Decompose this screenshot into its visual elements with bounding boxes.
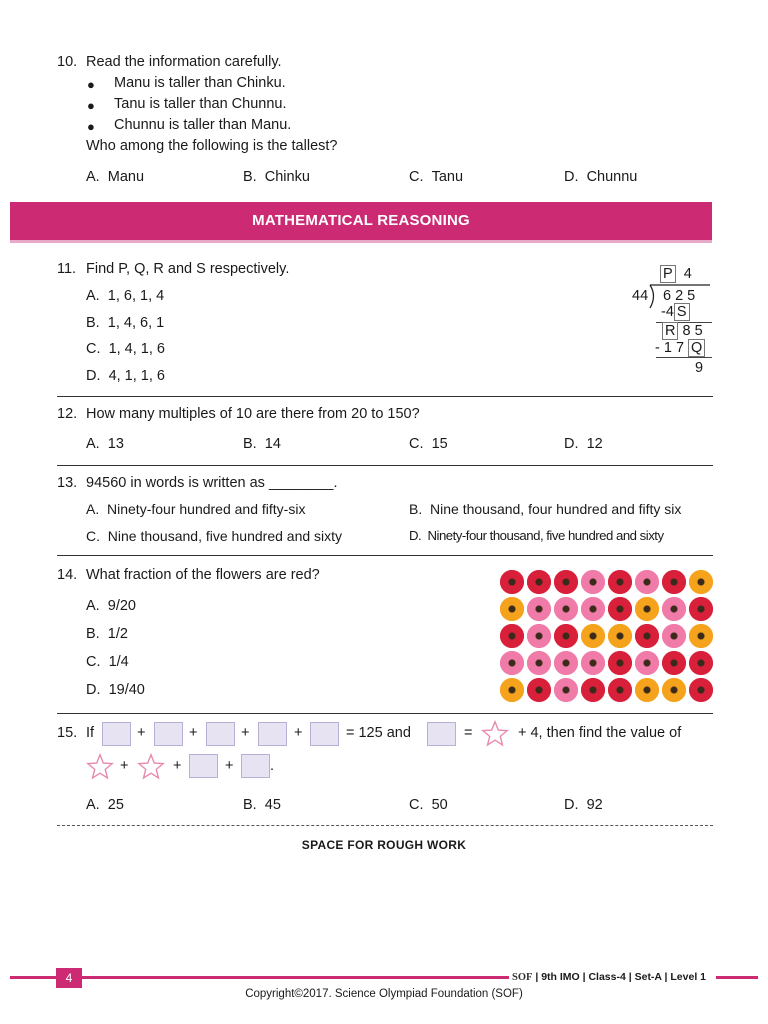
q10-fact: Tanu is taller than Chunnu. xyxy=(114,96,287,112)
option-text: 4, 1, 1, 6 xyxy=(108,368,165,384)
q15-option-a[interactable] xyxy=(86,797,124,813)
plus-sign: + xyxy=(294,725,303,741)
flower-red xyxy=(608,570,632,594)
flower-orange xyxy=(608,624,632,648)
q12-option-c[interactable] xyxy=(409,436,448,452)
flower-orange xyxy=(581,624,605,648)
quotient-digit: 4 xyxy=(683,266,692,282)
remainder-1 xyxy=(662,323,703,339)
option-letter: C. xyxy=(86,654,101,670)
flower-pink xyxy=(527,651,551,675)
q11-option-b[interactable] xyxy=(86,315,164,331)
option-letter: A. xyxy=(86,169,100,185)
option-letter: C. xyxy=(409,169,424,185)
option-text: 1/4 xyxy=(108,654,129,670)
divider xyxy=(57,465,713,466)
flower-red xyxy=(527,570,551,594)
option-text: Ninety-four hundred and fifty-six xyxy=(107,501,306,517)
q10-prompt: Read the information carefully. xyxy=(86,54,282,70)
section-banner xyxy=(10,202,712,243)
q13-prompt: 94560 in words is written as ________. xyxy=(86,475,338,491)
final-remainder: 9 xyxy=(695,360,704,376)
q10-fact: Manu is taller than Chinku. xyxy=(114,75,286,91)
flower-pink xyxy=(527,597,551,621)
q15-option-b[interactable] xyxy=(243,797,281,813)
blank-box xyxy=(189,754,218,778)
remainder-1-digits: 8 5 xyxy=(682,323,703,339)
q15-if-word: If xyxy=(86,725,95,741)
q14-option-a[interactable] xyxy=(86,598,136,614)
exam-details: | 9th IMO | Class-4 | Set-A | Level 1 xyxy=(535,971,707,983)
option-letter: B. xyxy=(86,315,100,331)
option-letter: A. xyxy=(86,288,100,304)
bullet-icon: ● xyxy=(87,119,95,134)
q12-option-b[interactable] xyxy=(243,436,281,452)
subtrahend-1 xyxy=(661,304,690,320)
footer-line-right xyxy=(716,976,758,979)
option-letter: D. xyxy=(564,169,579,185)
section-title: MATHEMATICAL REASONING xyxy=(252,212,470,229)
q12-option-a[interactable] xyxy=(86,436,124,452)
flower-red xyxy=(608,678,632,702)
flower-red xyxy=(554,570,578,594)
option-text: 1/2 xyxy=(107,626,128,642)
plus-sign: + xyxy=(241,725,250,741)
q10-fact: Chunnu is taller than Manu. xyxy=(114,117,292,133)
option-text: Nine thousand, five hundred and sixty xyxy=(107,528,343,544)
flower-red xyxy=(689,651,713,675)
q13-option-c[interactable] xyxy=(86,528,342,544)
flower-red xyxy=(662,651,686,675)
option-text: 1, 4, 6, 1 xyxy=(107,315,165,331)
option-text: Manu xyxy=(107,169,145,185)
flower-pink xyxy=(500,651,524,675)
q13-option-d[interactable] xyxy=(409,528,664,543)
q11-number: 11. xyxy=(57,261,77,277)
divider xyxy=(57,555,713,556)
flower-pink xyxy=(662,624,686,648)
flower-red xyxy=(581,678,605,702)
blank-box xyxy=(206,722,235,746)
option-letter: D. xyxy=(409,528,422,543)
option-letter: D. xyxy=(564,797,579,813)
flower-orange xyxy=(662,678,686,702)
flower-red xyxy=(635,624,659,648)
option-letter: D. xyxy=(86,682,101,698)
option-letter: B. xyxy=(243,797,257,813)
q11-prompt: Find P, Q, R and S respectively. xyxy=(86,261,290,277)
plus-sign: + xyxy=(120,758,129,774)
subtrahend-2 xyxy=(655,340,705,356)
footer-line-left xyxy=(10,976,56,979)
flower-pink xyxy=(635,570,659,594)
flower-red xyxy=(500,570,524,594)
flower-pink xyxy=(554,678,578,702)
q15-option-d[interactable] xyxy=(564,797,603,813)
division-rule xyxy=(656,357,712,358)
flower-orange xyxy=(689,570,713,594)
option-text: 1, 4, 1, 6 xyxy=(108,341,165,357)
flower-red xyxy=(608,597,632,621)
q10-option-a[interactable] xyxy=(86,169,144,185)
q10-option-c[interactable] xyxy=(409,169,463,185)
option-letter: A. xyxy=(86,797,100,813)
q13-option-a[interactable] xyxy=(86,501,305,517)
flower-orange xyxy=(689,624,713,648)
q14-option-d[interactable] xyxy=(86,682,145,698)
option-text: 9/20 xyxy=(107,598,136,614)
flower-orange xyxy=(500,678,524,702)
option-letter: C. xyxy=(86,341,101,357)
star-icon xyxy=(481,720,509,748)
option-text: 45 xyxy=(264,797,281,813)
flower-orange xyxy=(500,597,524,621)
option-letter: C. xyxy=(86,528,100,544)
flower-pink xyxy=(581,651,605,675)
divider xyxy=(57,713,713,714)
blank-box xyxy=(154,722,183,746)
flower-red xyxy=(662,570,686,594)
flower-red xyxy=(608,651,632,675)
option-letter: D. xyxy=(86,368,101,384)
q13-number: 13. xyxy=(57,475,78,491)
plus-4-tail-text: + 4, then find the value of xyxy=(518,725,682,741)
flower-pink xyxy=(554,651,578,675)
q15-number: 15. xyxy=(57,725,78,741)
q10-number: 10. xyxy=(57,54,78,70)
q14-option-b[interactable] xyxy=(86,626,128,642)
option-text: 19/40 xyxy=(108,682,145,698)
flower-pink xyxy=(662,597,686,621)
copyright: Copyright©2017. Science Olympiad Foundation (SOF) xyxy=(245,988,523,1000)
option-text: Chunnu xyxy=(586,169,638,185)
flower-pink xyxy=(527,624,551,648)
flower-pink xyxy=(581,597,605,621)
option-text: Chinku xyxy=(264,169,310,185)
plus-sign: + xyxy=(173,758,182,774)
footer-details xyxy=(512,971,706,983)
option-letter: A. xyxy=(86,436,100,452)
q10-question: Who among the following is the tallest? xyxy=(86,138,338,154)
q10-option-b[interactable] xyxy=(243,169,310,185)
blank-box xyxy=(310,722,339,746)
flower-red xyxy=(554,624,578,648)
equals-sign: = xyxy=(464,725,473,741)
option-letter: B. xyxy=(243,436,257,452)
option-letter: C. xyxy=(409,436,424,452)
option-text: 14 xyxy=(264,436,281,452)
option-text: Ninety-four thousand, five hundred and sixty xyxy=(427,528,664,543)
q12-option-d[interactable] xyxy=(564,436,603,452)
option-text: 15 xyxy=(431,436,448,452)
subtrahend-2-prefix: - 1 7 xyxy=(655,340,685,356)
box-r: R xyxy=(662,322,678,340)
q13-option-b[interactable] xyxy=(409,501,681,517)
subtrahend-1-prefix: -4 xyxy=(661,304,674,320)
flower-red xyxy=(527,678,551,702)
star-icon xyxy=(86,753,114,781)
quotient-box-p: P xyxy=(660,265,676,283)
blank-box xyxy=(427,722,456,746)
flower-orange xyxy=(635,678,659,702)
option-text: 13 xyxy=(107,436,124,452)
quotient xyxy=(660,266,692,282)
option-text: 50 xyxy=(431,797,448,813)
q11-option-d[interactable] xyxy=(86,368,165,384)
q12-prompt: How many multiples of 10 are there from 20 to 150? xyxy=(86,406,420,422)
flower-pink xyxy=(581,570,605,594)
option-letter: B. xyxy=(243,169,257,185)
flower-red xyxy=(500,624,524,648)
q10-option-d[interactable] xyxy=(564,169,637,185)
blank-box xyxy=(102,722,131,746)
plus-sign: + xyxy=(137,725,146,741)
option-letter: D. xyxy=(564,436,579,452)
equals-125-text: = 125 and xyxy=(346,725,411,741)
page-number: 4 xyxy=(56,968,82,988)
star-icon xyxy=(137,753,165,781)
divisor: 44 xyxy=(632,288,649,304)
option-letter: B. xyxy=(86,626,100,642)
flower-red xyxy=(689,597,713,621)
q11-option-c[interactable] xyxy=(86,341,165,357)
q14-number: 14. xyxy=(57,567,78,583)
q14-prompt: What fraction of the flowers are red? xyxy=(86,567,320,583)
dividend: 6 2 5 xyxy=(663,288,696,304)
option-text: 92 xyxy=(586,797,603,813)
option-letter: C. xyxy=(409,797,424,813)
option-letter: A. xyxy=(86,501,100,517)
bullet-icon: ● xyxy=(87,77,95,92)
bullet-icon: ● xyxy=(87,98,95,113)
q15-option-c[interactable] xyxy=(409,797,448,813)
blank-box xyxy=(241,754,270,778)
option-text: 25 xyxy=(107,797,124,813)
sof-logo: SOF xyxy=(512,972,533,983)
divider xyxy=(57,396,713,397)
option-text: 12 xyxy=(586,436,603,452)
box-s: S xyxy=(674,303,690,321)
period: . xyxy=(270,758,275,774)
box-q: Q xyxy=(688,339,705,357)
q14-option-c[interactable] xyxy=(86,654,129,670)
blank-box xyxy=(258,722,287,746)
option-text: Nine thousand, four hundred and fifty six xyxy=(430,501,682,517)
option-letter: B. xyxy=(409,501,423,517)
flower-red xyxy=(689,678,713,702)
plus-sign: + xyxy=(189,725,198,741)
flower-grid-image xyxy=(500,570,714,704)
flower-pink xyxy=(635,651,659,675)
option-text: Tanu xyxy=(431,169,464,185)
flower-pink xyxy=(554,597,578,621)
option-letter: A. xyxy=(86,598,100,614)
rough-work-label: SPACE FOR ROUGH WORK xyxy=(301,838,467,852)
option-text: 1, 6, 1, 4 xyxy=(107,288,165,304)
q12-number: 12. xyxy=(57,406,78,422)
q11-option-a[interactable] xyxy=(86,288,164,304)
dashed-divider xyxy=(57,825,713,826)
flower-orange xyxy=(635,597,659,621)
plus-sign: + xyxy=(225,758,234,774)
footer-line-middle xyxy=(82,976,509,979)
